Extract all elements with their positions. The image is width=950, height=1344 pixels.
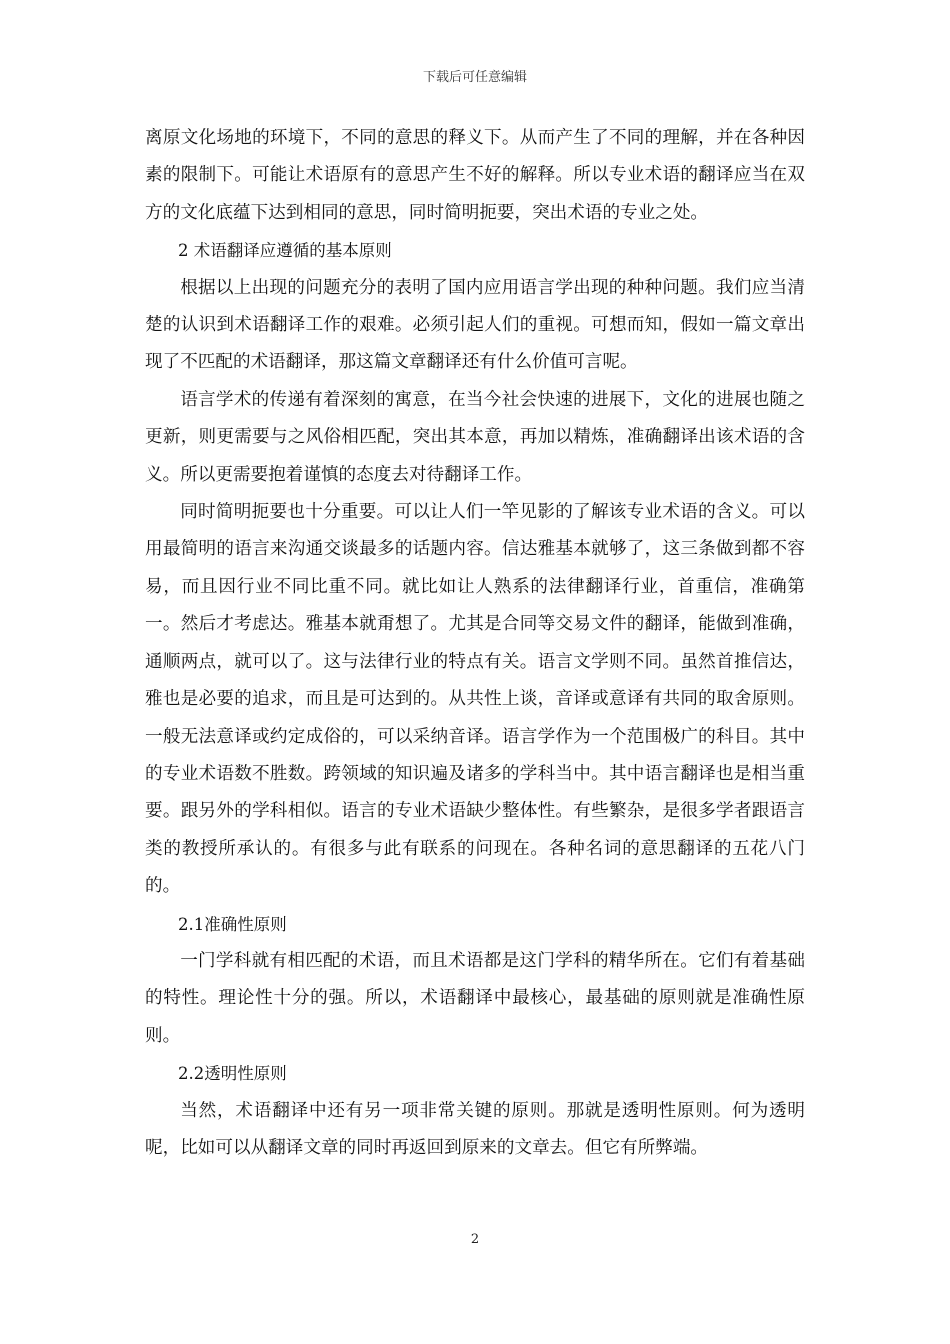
paragraph: 当然，术语翻译中还有另一项非常关键的原则。那就是透明性原则。何为透明呢，比如可以从翻译文章的同时再返回到原来的文章去。但它有所弊端。: [145, 1100, 805, 1158]
paragraph: 一门学科就有相匹配的术语，而且术语都是这门学科的精华所在。它们有着基础的特性。理论性十分的强。所以，术语翻译中最核心，最基础的原则就是准确性原则。: [145, 950, 805, 1046]
section-heading-2-1: 2.1准确性原则: [178, 914, 287, 934]
paragraph: 同时简明扼要也十分重要。可以让人们一竿见影的了解该专业术语的含义。可以用最简明的语言来沟通交谈最多的话题内容。信达雅基本就够了，这三条做到都不容易，而且因行业不同比重不同。就比如让人熟系的法律翻译行业，首重信，准确第一。然后才考虑达。雅基本就甭想了。尤其是合同等交易文件的翻译，能做到准确，通顺两点，就可以了。这与法律行业的特点有关。语言文学则不同。虽然首推信达，雅也是必要的追求，而且是可达到的。从共性上谈，音译或意译有共同的取舍原则。一般无法意译或约定成俗的，可以采纳音译。语言学作为一个范围极广的科目。其中的专业术语数不胜数。跨领域的知识遍及诸多的学科当中。其中语言翻译也是相当重要。跟另外的学科相似。语言的专业术语缺少整体性。有些繁杂，是很多学者跟语言类的教授所承认的。有很多与此有联系的问现在。各种名词的意思翻译的五花八门的。: [145, 502, 805, 897]
section-heading-2: 2 术语翻译应遵循的基本原则: [178, 241, 392, 261]
document-body: [145, 120, 805, 1167]
paragraph: 根据以上出现的问题充分的表明了国内应用语言学出现的种种问题。我们应当清楚的认识到术语翻译工作的艰难。必须引起人们的重视。可想而知，假如一篇文章出现了不匹配的术语翻译，那这篇文章翻译还有什么价值可言呢。: [145, 277, 805, 373]
paragraph: 语言学术的传递有着深刻的寓意，在当今社会快速的进展下，文化的进展也随之更新，则更需要与之风俗相匹配，突出其本意，再加以精炼，准确翻译出该术语的含义。所以更需要抱着谨慎的态度去对待翻译工作。: [145, 389, 805, 485]
page-number: 2: [470, 1232, 480, 1247]
page-header: 下载后可任意编辑: [422, 70, 527, 85]
paragraph-continuation: 离原文化场地的环境下，不同的意思的释义下。从而产生了不同的理解，并在各种因素的限制下。可能让术语原有的意思产生不好的解释。所以专业术语的翻译应当在双方的文化底蕴下达到相同的意思，同时简明扼要，突出术语的专业之处。: [145, 128, 805, 223]
section-heading-2-2: 2.2透明性原则: [178, 1064, 287, 1084]
